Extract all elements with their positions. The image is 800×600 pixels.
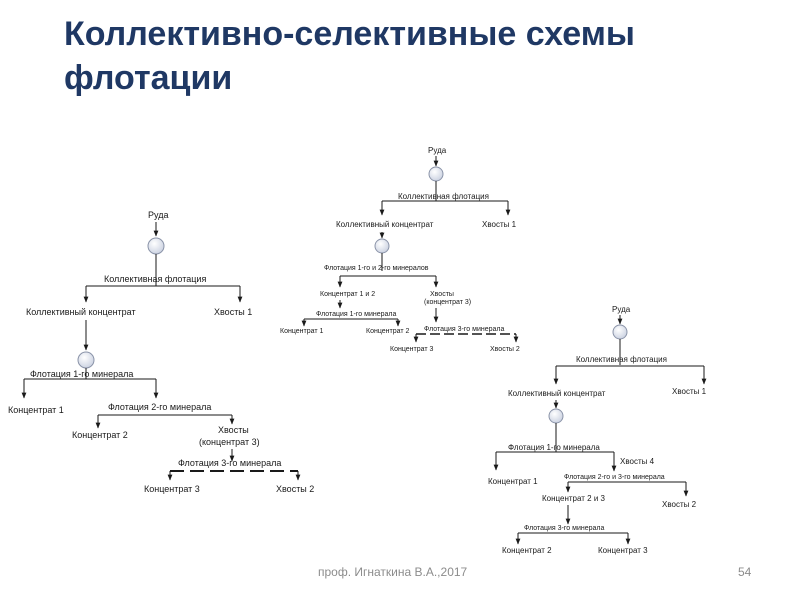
s3-flotation-1-mineral: Флотация 1-го минерала xyxy=(508,443,600,452)
s1-tailings-2: Хвосты 2 xyxy=(276,484,315,494)
s2-flotation-node-1 xyxy=(429,167,443,181)
s1-flotation-3-mineral: Флотация 3-го минерала xyxy=(178,458,282,468)
s2-concentrate-3: Концентрат 3 xyxy=(390,346,434,353)
s3-flotation-2-3-minerals: Флотация 2-го и 3-го минерала xyxy=(564,474,665,481)
s2-concentrate-2: Концентрат 2 xyxy=(366,328,410,335)
s2-flotation-1-2-minerals: Флотация 1-го и 2-го минералов xyxy=(324,265,429,272)
s2-flotation-3-mineral: Флотация 3-го минерала xyxy=(424,326,505,333)
s1-tailings-conc3-line2: (концентрат 3) xyxy=(199,437,260,447)
slide-title: Коллективно-селективные схемы флотации xyxy=(64,15,635,97)
s2-tailings-conc3-line1: Хвосты xyxy=(430,291,454,298)
scheme-3 xyxy=(488,305,707,555)
s1-bulk-concentrate: Коллективный концентрат xyxy=(26,307,136,317)
s3-concentrate-1: Концентрат 1 xyxy=(488,477,538,486)
s2-flotation-1-mineral: Флотация 1-го минерала xyxy=(316,311,397,318)
s1-flotation-1-mineral: Флотация 1-го минерала xyxy=(30,369,134,379)
scheme-1 xyxy=(8,210,314,494)
s1-flotation-node-2 xyxy=(78,352,94,368)
s3-flotation-3-mineral: Флотация 3-го минерала xyxy=(524,525,605,532)
s2-bulk-flotation: Коллективная флотация xyxy=(398,192,489,201)
s3-concentrate-2: Концентрат 2 xyxy=(502,546,552,555)
s3-concentrate-3: Концентрат 3 xyxy=(598,546,648,555)
page-number: 54 xyxy=(738,565,752,579)
s3-ore-label: Руда xyxy=(612,305,631,314)
s3-bulk-flotation: Коллективная флотация xyxy=(576,355,667,364)
s3-flotation-node-1 xyxy=(613,325,627,339)
s1-concentrate-3: Концентрат 3 xyxy=(144,484,200,494)
scheme-2 xyxy=(280,146,520,353)
footer-author: проф. Игнаткина В.А.,2017 xyxy=(318,565,468,579)
s1-flotation-2-mineral: Флотация 2-го минерала xyxy=(108,402,212,412)
s2-bulk-concentrate: Коллективный концентрат xyxy=(336,220,434,229)
s2-concentrate-1: Концентрат 1 xyxy=(280,328,324,335)
s3-tailings-4: Хвосты 4 xyxy=(620,457,655,466)
s1-concentrate-2: Концентрат 2 xyxy=(72,430,128,440)
s2-ore-label: Руда xyxy=(428,146,447,155)
s2-concentrate-1-2: Концентрат 1 и 2 xyxy=(320,291,376,298)
s1-tailings-1: Хвосты 1 xyxy=(214,307,253,317)
s2-tailings-2: Хвосты 2 xyxy=(490,346,520,353)
s3-bulk-concentrate: Коллективный концентрат xyxy=(508,389,606,398)
s3-tailings-1: Хвосты 1 xyxy=(672,387,707,396)
s2-flotation-node-2 xyxy=(375,239,389,253)
s2-tailings-conc3-line2: (концентрат 3) xyxy=(424,299,472,306)
s1-ore-label: Руда xyxy=(148,210,169,220)
s3-tailings-2: Хвосты 2 xyxy=(662,500,697,509)
s2-tailings-1: Хвосты 1 xyxy=(482,220,517,229)
s3-concentrate-2-3: Концентрат 2 и 3 xyxy=(542,494,605,503)
s1-flotation-node-1 xyxy=(148,238,164,254)
s3-flotation-node-2 xyxy=(549,409,563,423)
s1-bulk-flotation: Коллективная флотация xyxy=(104,274,207,284)
s1-tailings-conc3-line1: Хвосты xyxy=(218,425,249,435)
s1-concentrate-1: Концентрат 1 xyxy=(8,405,64,415)
